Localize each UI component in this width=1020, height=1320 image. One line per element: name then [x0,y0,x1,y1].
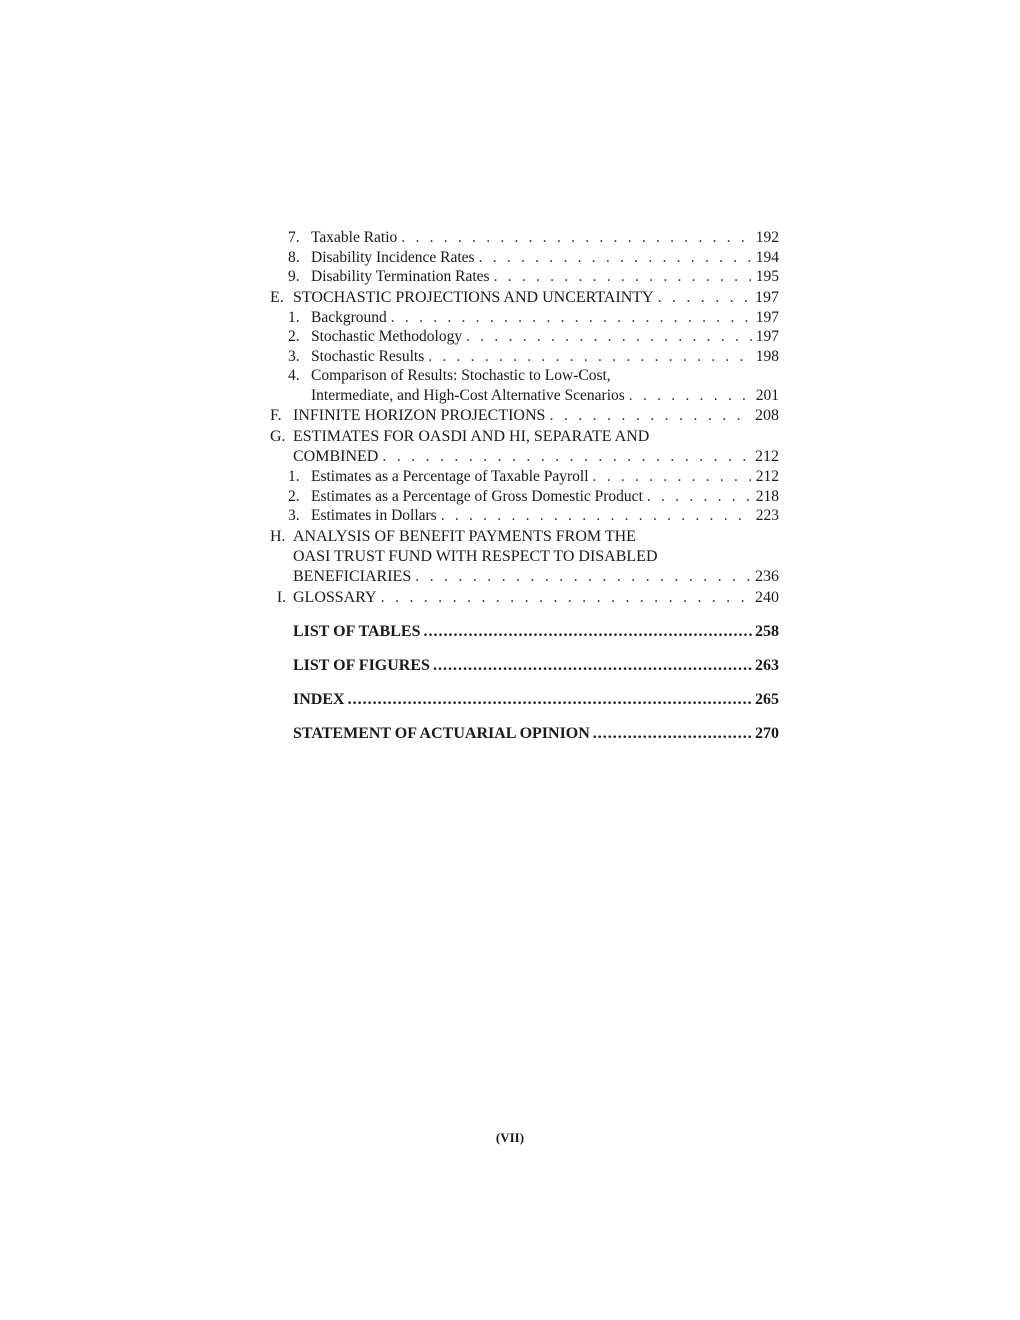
toc-entry-number: 3. [288,347,300,365]
dot-leader [401,228,751,248]
toc-list-title: LIST OF FIGURES [293,656,430,674]
toc-section-infinite-horizon[interactable] [270,406,779,426]
toc-list-of-figures[interactable] [270,656,779,676]
toc-section-letter: G. [270,428,286,445]
toc-entry-taxable-ratio[interactable] [270,228,779,248]
dot-leader [428,347,752,367]
toc-section-letter: F. [270,407,282,424]
page-number-footer: (VII) [495,1130,525,1145]
toc-section-letter: I. [276,588,287,606]
toc-entry-title: Disability Incidence Rates [311,248,475,266]
toc-section-analysis-benefit-payments[interactable] [270,527,779,547]
dot-leader [593,467,752,487]
toc-entry-page: 223 [755,507,779,524]
toc-entry-page: 201 [755,386,779,404]
toc-section-title-line2: COMBINED [293,448,379,465]
toc-entry-number: 2. [288,487,300,505]
toc-entry-disability-termination-rates[interactable] [270,267,779,287]
toc-section-stochastic-projections[interactable] [270,288,779,308]
dot-leader [348,690,752,710]
toc-section-title-line1: ANALYSIS OF BENEFIT PAYMENTS FROM THE [293,527,636,545]
toc-section-page: 197 [755,288,779,306]
toc-entry-gdp[interactable] [270,487,779,507]
dot-leader [593,724,752,744]
toc-entry-number: 7. [288,229,300,246]
dot-leader [647,487,752,507]
toc-section-title-line2: OASI TRUST FUND WITH RESPECT TO DISABLED [293,547,658,565]
dot-leader [381,588,751,608]
toc-section-title: STOCHASTIC PROJECTIONS AND UNCERTAINTY [293,288,654,306]
toc-entry-comparison-of-results-cont[interactable] [270,386,779,406]
toc-entry-number: 1. [288,308,300,326]
toc-section-glossary[interactable] [270,588,779,608]
dot-leader [382,447,751,467]
toc-statement-of-actuarial-opinion[interactable] [270,724,779,744]
toc-entry-comparison-of-results[interactable] [270,366,779,386]
toc-list-title: INDEX [293,690,345,708]
toc-section-letter: H. [270,527,286,545]
dot-leader [466,327,752,347]
toc-entry-page: 197 [755,308,779,326]
toc-entry-background[interactable] [270,308,779,328]
toc-list-title: LIST OF TABLES [293,622,421,640]
dot-leader [433,656,752,676]
toc-section-title: INFINITE HORIZON PROJECTIONS [293,407,546,424]
toc-entry-page: 218 [755,487,779,505]
toc-entry-dollars[interactable] [270,506,779,526]
toc-index[interactable] [270,690,779,710]
toc-entry-number: 8. [288,248,300,266]
toc-list-title: STATEMENT OF ACTUARIAL OPINION [293,724,590,742]
toc-entry-taxable-payroll[interactable] [270,467,779,487]
toc-list-page: 258 [755,622,779,640]
dot-leader [494,267,752,287]
toc-entry-number: 2. [288,328,300,345]
toc-entry-page: 194 [755,248,779,266]
toc-section-estimates-oasdi-hi[interactable] [270,427,779,447]
toc-entry-stochastic-results[interactable] [270,347,779,367]
toc-entry-disability-incidence-rates[interactable] [270,248,779,268]
dot-leader [391,308,752,328]
toc-entry-page: 198 [755,347,779,365]
toc-list-page: 270 [755,724,779,742]
toc-entry-page: 195 [755,268,779,285]
toc-entry-title: Estimates in Dollars [311,507,437,524]
toc-entry-page: 197 [755,328,779,345]
toc-section-page: 236 [755,567,779,585]
toc-list-of-tables[interactable] [270,622,779,642]
toc-entry-title: Stochastic Results [311,347,425,365]
toc-section-title: GLOSSARY [293,588,377,606]
dot-leader [658,288,751,308]
dot-leader [629,386,752,406]
toc-list-page: 263 [755,656,779,674]
toc-entry-title: Disability Termination Rates [311,268,490,285]
toc-entry-number: 9. [288,268,300,285]
toc-entry-title: Stochastic Methodology [311,328,463,345]
toc-entry-title-line1: Comparison of Results: Stochastic to Low-Cost, [311,367,611,384]
toc-entry-title-line2: Intermediate, and High-Cost Alternative Scenarios [311,386,625,404]
toc-entry-title: Taxable Ratio [311,229,398,246]
toc-section-analysis-benefit-payments-cont2[interactable] [270,567,779,587]
toc-section-title-line1: ESTIMATES FOR OASDI AND HI, SEPARATE AND [293,428,650,445]
toc-entry-number: 3. [288,507,300,524]
dot-leader [415,567,751,587]
toc-entry-title: Estimates as a Percentage of Gross Domestic Product [311,487,643,505]
dot-leader [423,622,752,642]
toc-entry-title: Estimates as a Percentage of Taxable Payroll [311,468,589,485]
toc-entry-page: 192 [755,229,779,246]
dot-leader [549,406,751,426]
dot-leader [441,506,752,526]
toc-entry-title: Background [311,308,387,326]
toc-section-letter: E. [270,288,284,306]
toc-section-analysis-benefit-payments-cont[interactable] [270,547,779,567]
toc-entry-number: 1. [288,468,300,485]
toc-section-title-line3: BENEFICIARIES [293,567,412,585]
dot-leader [479,248,752,268]
toc-section-page: 208 [755,407,779,424]
table-of-contents [270,228,779,744]
toc-entry-stochastic-methodology[interactable] [270,327,779,347]
toc-section-estimates-oasdi-hi-cont[interactable] [270,447,779,467]
toc-section-page: 240 [755,588,779,606]
toc-list-page: 265 [755,690,779,708]
toc-section-page: 212 [755,448,779,465]
toc-entry-page: 212 [755,468,779,485]
toc-entry-number: 4. [288,367,300,384]
